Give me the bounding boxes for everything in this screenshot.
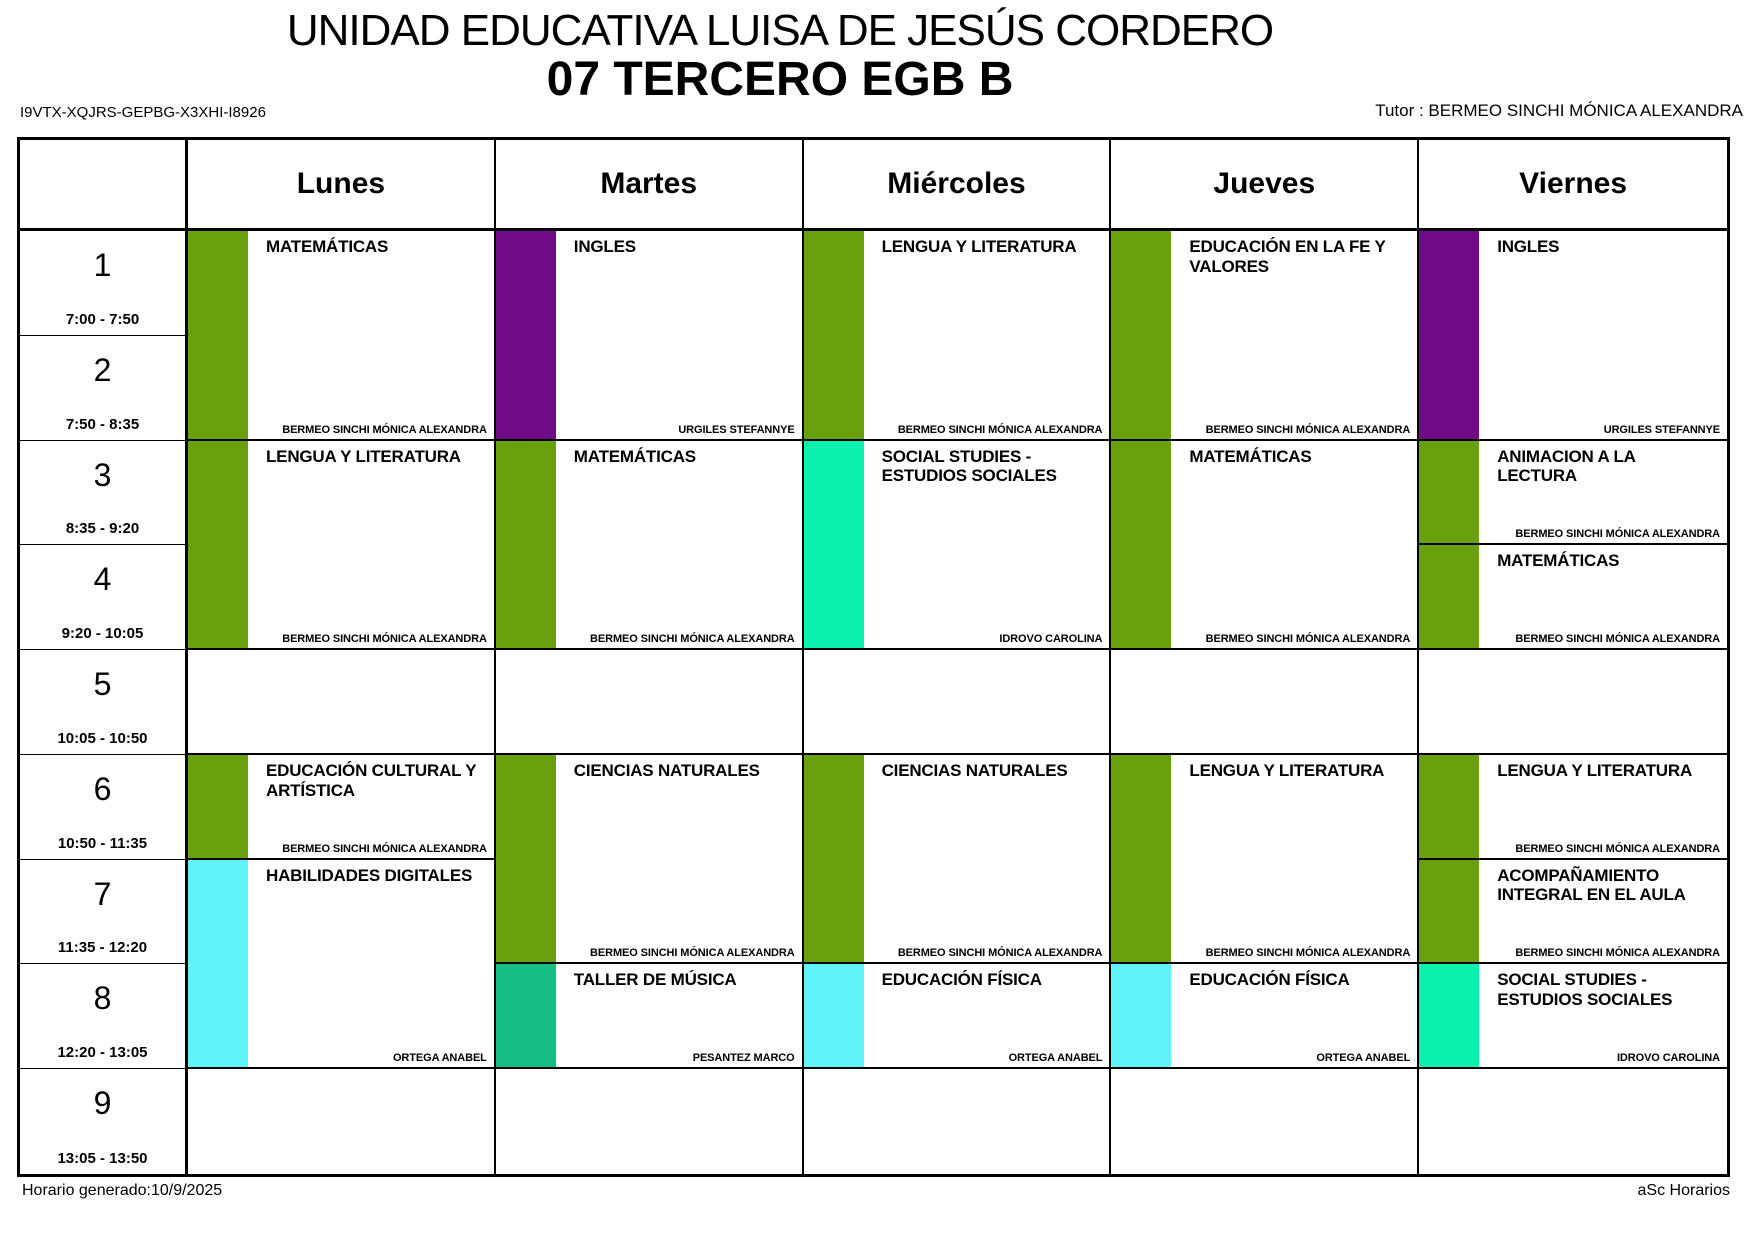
- lesson-block: [804, 441, 1112, 651]
- lesson-block: [804, 231, 1112, 441]
- lesson-block: [496, 964, 804, 1069]
- lesson-block: [188, 441, 496, 651]
- lesson-block: [1419, 231, 1727, 441]
- subject-name: EDUCACIÓN FÍSICA: [881, 970, 1042, 990]
- subject-color-bar: [1111, 755, 1171, 963]
- period-cell-5: [20, 650, 188, 755]
- period-number: 7: [93, 875, 112, 912]
- subject-name: CIENCIAS NATURALES: [881, 760, 1068, 780]
- lesson-block: [496, 231, 804, 441]
- subject-color-bar: [1419, 545, 1479, 648]
- subject-color-bar: [496, 964, 556, 1067]
- subject-color-bar: [188, 441, 248, 649]
- class-title: 07 TERCERO EGB B: [546, 53, 1014, 106]
- lesson-block: [1111, 964, 1419, 1069]
- period-cell-7: [20, 860, 188, 965]
- teacher-name: BERMEO SINCHI MÓNICA ALEXANDRA: [1205, 423, 1411, 436]
- subject-color-bar: [496, 441, 556, 649]
- day-header-4: Jueves: [1111, 140, 1419, 231]
- empty-block: [496, 1069, 804, 1174]
- subject-name: EDUCACIÓN CULTURAL Y ARTÍSTICA: [266, 760, 477, 800]
- lesson-block: [1419, 860, 1727, 965]
- empty-block: [1111, 1069, 1419, 1174]
- subject-color-bar: [1111, 441, 1171, 649]
- period-number: 4: [93, 561, 112, 598]
- period-time: 10:05 - 10:50: [57, 729, 148, 747]
- teacher-name: BERMEO SINCHI MÓNICA ALEXANDRA: [897, 947, 1103, 960]
- period-number: 5: [93, 666, 112, 703]
- subject-name: MATEMÁTICAS: [1497, 551, 1620, 571]
- period-cell-6: [20, 755, 188, 860]
- teacher-name: ORTEGA ANABEL: [1008, 1052, 1103, 1065]
- teacher-name: BERMEO SINCHI MÓNICA ALEXANDRA: [590, 947, 795, 960]
- subject-color-bar: [804, 231, 864, 439]
- teacher-name: BERMEO SINCHI MÓNICA ALEXANDRA: [1205, 947, 1411, 960]
- lesson-block: [1111, 755, 1419, 965]
- tutor-label: Tutor : BERMEO SINCHI MÓNICA ALEXANDRA: [1375, 101, 1743, 120]
- subject-name: ANIMACION A LA LECTURA: [1497, 446, 1636, 486]
- lesson-block: [188, 755, 496, 860]
- teacher-name: ORTEGA ANABEL: [392, 1052, 487, 1065]
- period-number: 1: [93, 247, 112, 283]
- period-time: 10:50 - 11:35: [57, 834, 148, 852]
- teacher-name: BERMEO SINCHI MÓNICA ALEXANDRA: [590, 633, 795, 646]
- subject-color-bar: [804, 964, 864, 1067]
- subject-name: LENGUA Y LITERATURA: [1497, 760, 1693, 780]
- subject-color-bar: [496, 755, 556, 963]
- subject-name: TALLER DE MÚSICA: [573, 970, 737, 990]
- subject-color-bar: [496, 231, 556, 439]
- subject-color-bar: [1111, 964, 1171, 1067]
- lesson-block: [1111, 231, 1419, 441]
- subject-color-bar: [1419, 231, 1479, 439]
- period-cell-4: [20, 545, 188, 650]
- teacher-name: URGILES STEFANNYE: [678, 423, 795, 436]
- subject-color-bar: [804, 755, 864, 963]
- lesson-block: [188, 860, 496, 1070]
- empty-block: [804, 650, 1112, 755]
- period-cell-9: [20, 1069, 188, 1174]
- subject-name: MATEMÁTICAS: [573, 446, 696, 466]
- lesson-block: [496, 441, 804, 651]
- subject-name: LENGUA Y LITERATURA: [266, 446, 461, 466]
- lesson-block: [1419, 441, 1727, 546]
- subject-name: LENGUA Y LITERATURA: [881, 237, 1077, 256]
- day-header-5: Viernes: [1419, 140, 1727, 231]
- subject-name: ACOMPAÑAMIENTO INTEGRAL EN EL AULA: [1497, 865, 1686, 905]
- teacher-name: URGILES STEFANNYE: [1603, 423, 1720, 436]
- period-time: 8:35 - 9:20: [65, 520, 140, 538]
- teacher-name: BERMEO SINCHI MÓNICA ALEXANDRA: [1515, 842, 1720, 855]
- timetable-code: I9VTX-XQJRS-GEPBG-X3XHI-I8926: [20, 104, 266, 121]
- period-time: 12:20 - 13:05: [57, 1044, 148, 1062]
- period-cell-3: [20, 441, 188, 546]
- timetable-grid: [17, 137, 1730, 1177]
- empty-block: [188, 1069, 496, 1174]
- teacher-name: IDROVO CAROLINA: [1616, 1052, 1720, 1065]
- subject-color-bar: [1419, 441, 1479, 544]
- teacher-name: BERMEO SINCHI MÓNICA ALEXANDRA: [282, 423, 487, 436]
- subject-color-bar: [188, 231, 248, 439]
- period-number: 2: [93, 351, 112, 388]
- lesson-block: [1111, 441, 1419, 651]
- lesson-block: [1419, 545, 1727, 650]
- subject-name: SOCIAL STUDIES - ESTUDIOS SOCIALES: [1497, 970, 1673, 1010]
- subject-color-bar: [804, 441, 864, 649]
- school-name: UNIDAD EDUCATIVA LUISA DE JESÚS CORDERO: [286, 6, 1274, 55]
- lesson-block: [804, 755, 1112, 965]
- teacher-name: ORTEGA ANABEL: [1316, 1052, 1411, 1065]
- day-header-3: Miércoles: [804, 140, 1112, 231]
- day-header-2: Martes: [496, 140, 804, 231]
- teacher-name: BERMEO SINCHI MÓNICA ALEXANDRA: [897, 423, 1103, 436]
- teacher-name: IDROVO CAROLINA: [999, 633, 1103, 646]
- period-time: 7:00 - 7:50: [65, 310, 140, 328]
- period-number: 3: [93, 456, 112, 493]
- subject-name: INGLES: [573, 237, 636, 256]
- subject-name: INGLES: [1497, 237, 1560, 256]
- empty-block: [1419, 1069, 1727, 1174]
- teacher-name: BERMEO SINCHI MÓNICA ALEXANDRA: [1205, 633, 1411, 646]
- period-time: 13:05 - 13:50: [57, 1150, 148, 1167]
- teacher-name: BERMEO SINCHI MÓNICA ALEXANDRA: [1515, 947, 1720, 960]
- lesson-block: [1419, 755, 1727, 860]
- subject-name: CIENCIAS NATURALES: [573, 760, 760, 780]
- teacher-name: BERMEO SINCHI MÓNICA ALEXANDRA: [282, 633, 487, 646]
- subject-name: MATEMÁTICAS: [266, 237, 389, 256]
- corner-cell: [20, 140, 188, 231]
- period-time: 9:20 - 10:05: [61, 625, 144, 643]
- subject-color-bar: [1419, 860, 1479, 963]
- lesson-block: [188, 231, 496, 441]
- subject-name: LENGUA Y LITERATURA: [1189, 760, 1385, 780]
- subject-name: EDUCACIÓN EN LA FE Y VALORES: [1189, 237, 1386, 276]
- app-name: aSc Horarios: [1637, 1182, 1730, 1199]
- period-time: 11:35 - 12:20: [57, 939, 148, 957]
- teacher-name: PESANTEZ MARCO: [692, 1052, 795, 1065]
- lesson-block: [1419, 964, 1727, 1069]
- subject-name: HABILIDADES DIGITALES: [266, 865, 473, 885]
- subject-name: MATEMÁTICAS: [1189, 446, 1312, 466]
- day-header-1: Lunes: [188, 140, 496, 231]
- empty-block: [1111, 650, 1419, 755]
- empty-block: [188, 650, 496, 755]
- period-number: 8: [93, 980, 112, 1017]
- subject-name: EDUCACIÓN FÍSICA: [1189, 970, 1350, 990]
- subject-color-bar: [1111, 231, 1171, 439]
- period-time: 7:50 - 8:35: [65, 415, 140, 433]
- subject-color-bar: [1419, 964, 1479, 1067]
- subject-color-bar: [1419, 755, 1479, 858]
- period-number: 6: [93, 770, 112, 807]
- subject-name: SOCIAL STUDIES - ESTUDIOS SOCIALES: [881, 446, 1057, 486]
- lesson-block: [804, 964, 1112, 1069]
- period-cell-8: [20, 964, 188, 1069]
- empty-block: [1419, 650, 1727, 755]
- teacher-name: BERMEO SINCHI MÓNICA ALEXANDRA: [1515, 528, 1720, 541]
- empty-block: [804, 1069, 1112, 1174]
- teacher-name: BERMEO SINCHI MÓNICA ALEXANDRA: [1515, 633, 1720, 646]
- period-cell-2: [20, 336, 188, 441]
- lesson-block: [496, 755, 804, 965]
- subject-color-bar: [188, 860, 248, 1068]
- empty-block: [496, 650, 804, 755]
- teacher-name: BERMEO SINCHI MÓNICA ALEXANDRA: [282, 842, 487, 855]
- period-number: 9: [93, 1085, 112, 1122]
- generated-date: Horario generado:10/9/2025: [22, 1182, 223, 1199]
- period-cell-1: [20, 231, 188, 336]
- subject-color-bar: [188, 755, 248, 858]
